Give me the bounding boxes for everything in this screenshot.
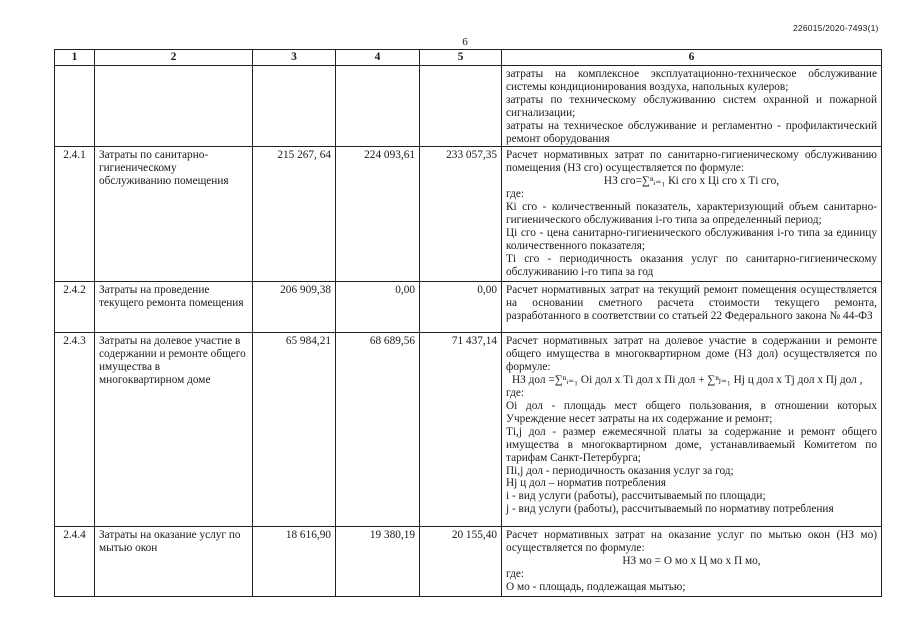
continuation-description: затраты на комплексное эксплуатационно-техническое обслуживание системы кондиционирования воздуха, напольных кулеров; затраты по техническому обслуживанию систем охранной и пожарной сигнализации; затраты на техническое обслуживание и регламентно - профилактический ремонт оборудования [502, 66, 882, 147]
column-header-4: 4 [336, 50, 420, 66]
row-value-year3: 233 057,35 [420, 147, 502, 282]
row-name: Затраты на долевое участие в содержании и ремонте общего имущества в многоквартирном доме [95, 333, 253, 527]
row-name: Затраты на проведение текущего ремонта помещения [95, 282, 253, 333]
row-code: 2.4.4 [55, 527, 95, 597]
column-header-3: 3 [253, 50, 336, 66]
continuation-row [55, 66, 882, 147]
row-value-year3: 71 437,14 [420, 333, 502, 527]
row-code: 2.4.1 [55, 147, 95, 282]
row-value-year2: 0,00 [336, 282, 420, 333]
row-name: Затраты по санитарно-гигиеническому обслуживанию помещения [95, 147, 253, 282]
page-number: 6 [462, 36, 468, 48]
table-row [55, 282, 882, 333]
column-header-5: 5 [420, 50, 502, 66]
table-row [55, 527, 882, 597]
row-value-year1: 215 267, 64 [253, 147, 336, 282]
row-value-year1: 65 984,21 [253, 333, 336, 527]
row-description: Расчет нормативных затрат по санитарно-гигиеническому обслуживанию помещения (НЗ сго) осуществляется по формуле: НЗ сго=∑ⁿᵢ₌₁ Кi сго х Цi сго х Тi сго, где: Кi сго - количественный показатель, характеризующий объем санитарно-гигиенического обслуживания i-го типа за определенный период; Цi сго - цена санитарно-гигиенического обслуживания i-го типа за единицу количественного показателя; Тi сго - периодичность оказания услуг по санитарно-гигиеническому обслуживанию i-го типа за год [502, 147, 882, 282]
row-description: Расчет нормативных затрат на долевое участие в содержании и ремонте общего имущества в многоквартирном доме (НЗ дол) осуществляется по формуле: НЗ дол =∑ⁿᵢ₌₁ Оi дол х Тi дол х Пi дол + ∑ⁿⱼ₌₁ Нj ц дол х Тj дол х Пj дол , где: Оi дол - площадь мест общего пользования, в отношении которых Учреждение несет затраты на их содержание и ремонт; Тi,j дол - размер ежемесячной платы за содержание и ремонт общего имущества в многоквартирном доме, устанавливаемый Комитетом по тарифам Санкт-Петербурга; Пi,j дол - периодичность оказания услуг за год; Нj ц дол – норматив потребления i - вид услуги (работы), рассчитываемый по площади; j - вид услуги (работы), рассчитываемый по нормативу потребления [502, 333, 882, 527]
row-value-year2: 68 689,56 [336, 333, 420, 527]
column-header-2: 2 [95, 50, 253, 66]
row-value-year3: 20 155,40 [420, 527, 502, 597]
formula: НЗ сго=∑ⁿᵢ₌₁ Кi сго х Цi сго х Тi сго, [603, 175, 780, 188]
row-value-year1: 206 909,38 [253, 282, 336, 333]
document-id: 226015/2020-7493(1) [793, 23, 879, 33]
table-row [55, 333, 882, 527]
column-header-6: 6 [502, 50, 882, 66]
row-value-year2: 19 380,19 [336, 527, 420, 597]
row-description: Расчет нормативных затрат на текущий ремонт помещения осуществляется на основании сметного расчета стоимости текущего ремонта, разработанного в соответствии со статьей 22 Федерального закона № 44-ФЗ [502, 282, 882, 333]
header-row [55, 50, 882, 66]
row-code: 2.4.3 [55, 333, 95, 527]
row-value-year1: 18 616,90 [253, 527, 336, 597]
row-code: 2.4.2 [55, 282, 95, 333]
row-value-year3: 0,00 [420, 282, 502, 333]
column-header-1: 1 [55, 50, 95, 66]
row-value-year2: 224 093,61 [336, 147, 420, 282]
row-name: Затраты на оказание услуг по мытью окон [95, 527, 253, 597]
table-row [55, 147, 882, 282]
formula: НЗ мо = О мо х Ц мо х П мо, [622, 555, 761, 568]
formula: НЗ дол =∑ⁿᵢ₌₁ Оi дол х Тi дол х Пi дол + ∑ⁿⱼ₌₁ Нj ц дол х Тj дол х Пj дол , [512, 374, 863, 387]
row-description: Расчет нормативных затрат на оказание услуг по мытью окон (НЗ мо) осуществляется по формуле: НЗ мо = О мо х Ц мо х П мо, где: О мо - площадь, подлежащая мытью; [502, 527, 882, 597]
cost-table [54, 49, 882, 597]
